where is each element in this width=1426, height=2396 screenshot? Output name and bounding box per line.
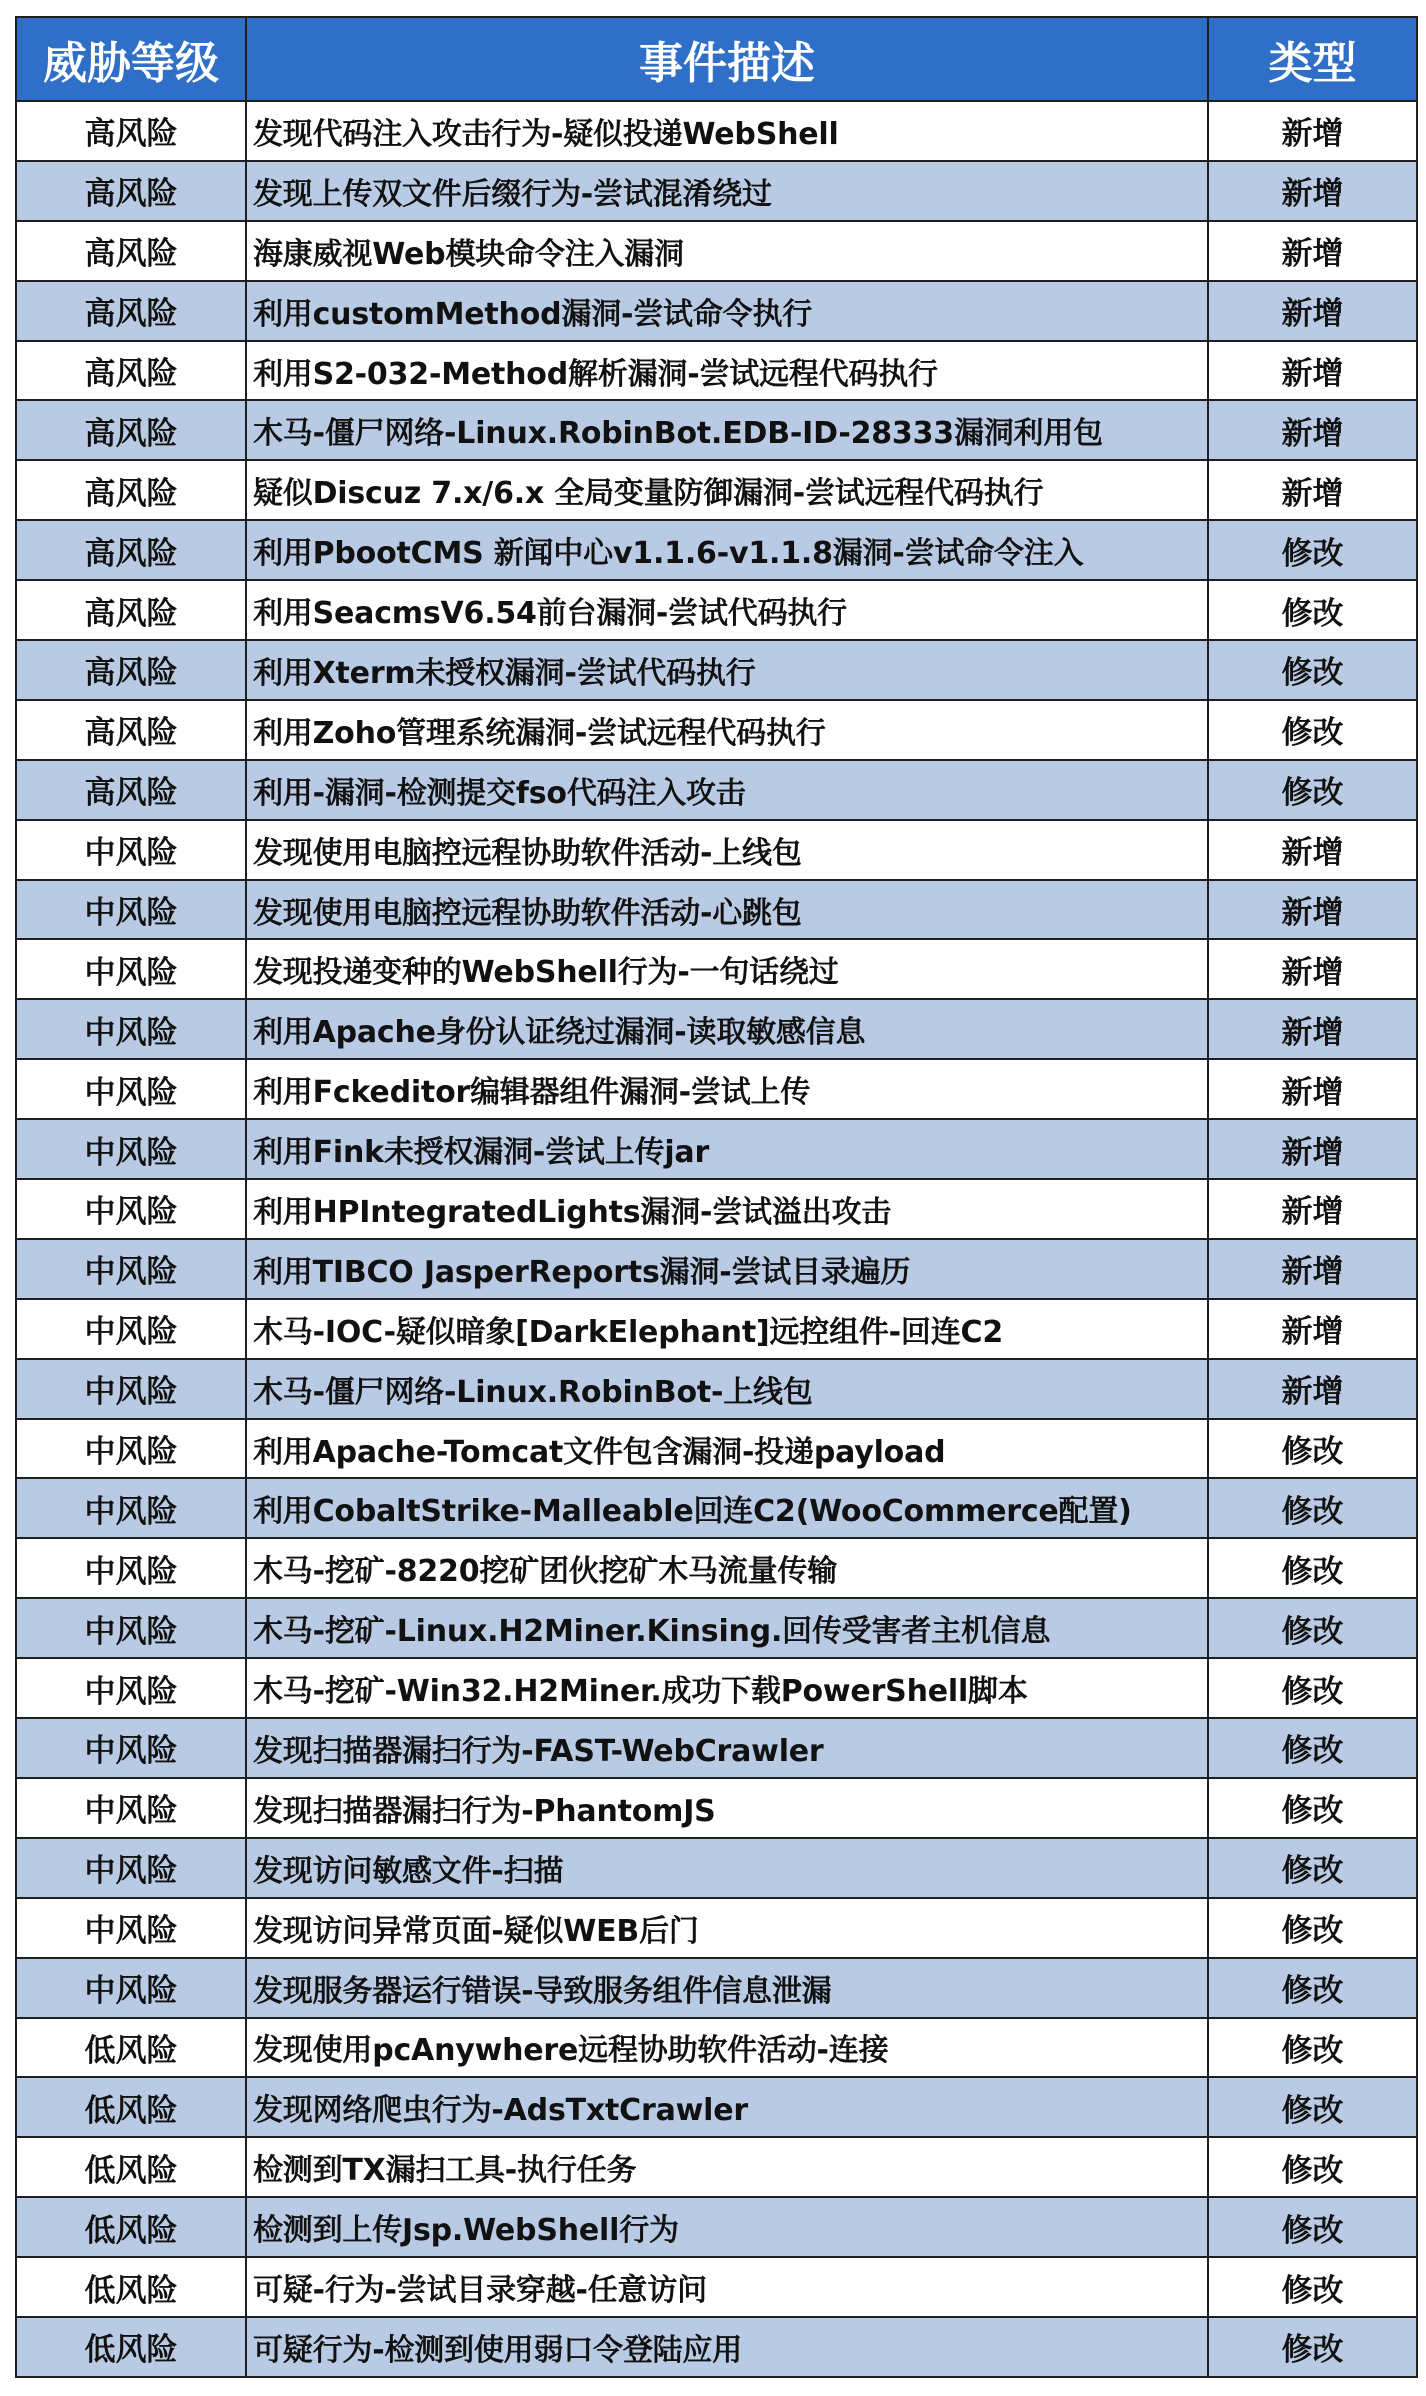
threat-level-cell: 低风险: [16, 2197, 246, 2257]
threat-level-cell: 中风险: [16, 999, 246, 1059]
change-type-cell: 新增: [1208, 820, 1417, 880]
table-row: [16, 880, 1417, 940]
change-type-cell: 修改: [1208, 1718, 1417, 1778]
event-description-cell: 发现使用pcAnywhere远程协助软件活动-连接: [246, 2018, 1208, 2078]
change-type-cell: 新增: [1208, 281, 1417, 341]
table-row: [16, 1239, 1417, 1299]
change-type-cell: 修改: [1208, 2197, 1417, 2257]
threat-level-cell: 高风险: [16, 700, 246, 760]
table-row: [16, 101, 1417, 161]
change-type-cell: 新增: [1208, 1299, 1417, 1359]
event-description-cell: 发现访问敏感文件-扫描: [246, 1838, 1208, 1898]
change-type-cell: 修改: [1208, 2257, 1417, 2317]
table-row: [16, 400, 1417, 460]
table-header: [16, 17, 1417, 101]
threat-level-cell: 高风险: [16, 281, 246, 341]
threat-level-cell: 高风险: [16, 341, 246, 401]
table-row: [16, 939, 1417, 999]
change-type-cell: 修改: [1208, 1419, 1417, 1479]
table-row: [16, 1658, 1417, 1718]
event-description-cell: 发现扫描器漏扫行为-PhantomJS: [246, 1778, 1208, 1838]
threat-events-table: [15, 16, 1418, 2378]
change-type-cell: 修改: [1208, 2018, 1417, 2078]
event-description-cell: 利用Apache-Tomcat文件包含漏洞-投递payload: [246, 1419, 1208, 1479]
event-description-cell: 发现扫描器漏扫行为-FAST-WebCrawler: [246, 1718, 1208, 1778]
threat-level-cell: 高风险: [16, 640, 246, 700]
threat-level-cell: 低风险: [16, 2018, 246, 2078]
event-description-cell: 利用Fckeditor编辑器组件漏洞-尝试上传: [246, 1059, 1208, 1119]
event-description-cell: 发现服务器运行错误-导致服务组件信息泄漏: [246, 1958, 1208, 2018]
event-description-cell: 检测到上传Jsp.WebShell行为: [246, 2197, 1208, 2257]
event-description-cell: 利用-漏洞-检测提交fso代码注入攻击: [246, 760, 1208, 820]
change-type-cell: 新增: [1208, 221, 1417, 281]
header-event-description: 事件描述: [246, 17, 1208, 101]
threat-level-cell: 中风险: [16, 1538, 246, 1598]
event-description-cell: 可疑行为-检测到使用弱口令登陆应用: [246, 2317, 1208, 2377]
threat-level-cell: 中风险: [16, 1478, 246, 1538]
change-type-cell: 新增: [1208, 1179, 1417, 1239]
event-description-cell: 木马-挖矿-Linux.H2Miner.Kinsing.回传受害者主机信息: [246, 1598, 1208, 1658]
change-type-cell: 修改: [1208, 580, 1417, 640]
table-row: [16, 460, 1417, 520]
change-type-cell: 修改: [1208, 700, 1417, 760]
change-type-cell: 修改: [1208, 1538, 1417, 1598]
threat-level-cell: 低风险: [16, 2137, 246, 2197]
threat-level-cell: 低风险: [16, 2257, 246, 2317]
event-description-cell: 利用customMethod漏洞-尝试命令执行: [246, 281, 1208, 341]
event-description-cell: 发现上传双文件后缀行为-尝试混淆绕过: [246, 161, 1208, 221]
event-description-cell: 发现代码注入攻击行为-疑似投递WebShell: [246, 101, 1208, 161]
threat-level-cell: 高风险: [16, 101, 246, 161]
change-type-cell: 新增: [1208, 1119, 1417, 1179]
event-description-cell: 木马-IOC-疑似暗象[DarkElephant]远控组件-回连C2: [246, 1299, 1208, 1359]
table-row: [16, 281, 1417, 341]
header-type: 类型: [1208, 17, 1417, 101]
table-row: [16, 1059, 1417, 1119]
change-type-cell: 修改: [1208, 1778, 1417, 1838]
change-type-cell: 修改: [1208, 1898, 1417, 1958]
change-type-cell: 新增: [1208, 999, 1417, 1059]
threat-level-cell: 中风险: [16, 1179, 246, 1239]
change-type-cell: 修改: [1208, 1478, 1417, 1538]
table-row: [16, 640, 1417, 700]
table-row: [16, 2197, 1417, 2257]
event-description-cell: 木马-挖矿-8220挖矿团伙挖矿木马流量传输: [246, 1538, 1208, 1598]
header-row: [16, 17, 1417, 101]
event-description-cell: 利用PbootCMS 新闻中心v1.1.6-v1.1.8漏洞-尝试命令注入: [246, 520, 1208, 580]
event-description-cell: 木马-僵尸网络-Linux.RobinBot-上线包: [246, 1359, 1208, 1419]
event-description-cell: 利用S2-032-Method解析漏洞-尝试远程代码执行: [246, 341, 1208, 401]
table-body: [16, 101, 1417, 2377]
table-row: [16, 2018, 1417, 2078]
event-description-cell: 发现投递变种的WebShell行为-一句话绕过: [246, 939, 1208, 999]
event-description-cell: 发现使用电脑控远程协助软件活动-心跳包: [246, 880, 1208, 940]
table-row: [16, 1598, 1417, 1658]
event-description-cell: 检测到TX漏扫工具-执行任务: [246, 2137, 1208, 2197]
event-description-cell: 利用SeacmsV6.54前台漏洞-尝试代码执行: [246, 580, 1208, 640]
table-row: [16, 520, 1417, 580]
table-row: [16, 2077, 1417, 2137]
change-type-cell: 修改: [1208, 2137, 1417, 2197]
threat-level-cell: 中风险: [16, 1299, 246, 1359]
event-description-cell: 发现访问异常页面-疑似WEB后门: [246, 1898, 1208, 1958]
event-description-cell: 利用HPIntegratedLights漏洞-尝试溢出攻击: [246, 1179, 1208, 1239]
table-row: [16, 1898, 1417, 1958]
change-type-cell: 修改: [1208, 2317, 1417, 2377]
threat-level-cell: 中风险: [16, 880, 246, 940]
threat-level-cell: 中风险: [16, 1898, 246, 1958]
threat-level-cell: 高风险: [16, 460, 246, 520]
threat-level-cell: 高风险: [16, 161, 246, 221]
threat-level-cell: 高风险: [16, 520, 246, 580]
threat-level-cell: 低风险: [16, 2077, 246, 2137]
change-type-cell: 新增: [1208, 1239, 1417, 1299]
threat-level-cell: 中风险: [16, 1838, 246, 1898]
change-type-cell: 修改: [1208, 1658, 1417, 1718]
threat-level-cell: 中风险: [16, 1119, 246, 1179]
table-row: [16, 1838, 1417, 1898]
change-type-cell: 新增: [1208, 400, 1417, 460]
table-row: [16, 1478, 1417, 1538]
threat-level-cell: 高风险: [16, 760, 246, 820]
threat-level-cell: 高风险: [16, 221, 246, 281]
event-description-cell: 发现使用电脑控远程协助软件活动-上线包: [246, 820, 1208, 880]
threat-level-cell: 高风险: [16, 580, 246, 640]
event-description-cell: 木马-挖矿-Win32.H2Miner.成功下载PowerShell脚本: [246, 1658, 1208, 1718]
event-description-cell: 利用CobaltStrike-Malleable回连C2(WooCommerce配置): [246, 1478, 1208, 1538]
change-type-cell: 修改: [1208, 1598, 1417, 1658]
event-description-cell: 利用Apache身份认证绕过漏洞-读取敏感信息: [246, 999, 1208, 1059]
change-type-cell: 修改: [1208, 1838, 1417, 1898]
threat-level-cell: 中风险: [16, 1718, 246, 1778]
event-description-cell: 可疑-行为-尝试目录穿越-任意访问: [246, 2257, 1208, 2317]
table-row: [16, 1538, 1417, 1598]
threat-level-cell: 中风险: [16, 939, 246, 999]
table-row: [16, 2317, 1417, 2377]
threat-level-cell: 中风险: [16, 1598, 246, 1658]
table-row: [16, 1359, 1417, 1419]
table-row: [16, 760, 1417, 820]
change-type-cell: 新增: [1208, 101, 1417, 161]
threat-level-cell: 中风险: [16, 1658, 246, 1718]
threat-level-cell: 高风险: [16, 400, 246, 460]
event-description-cell: 利用TIBCO JasperReports漏洞-尝试目录遍历: [246, 1239, 1208, 1299]
change-type-cell: 修改: [1208, 760, 1417, 820]
change-type-cell: 修改: [1208, 1958, 1417, 2018]
change-type-cell: 新增: [1208, 1059, 1417, 1119]
event-description-cell: 发现网络爬虫行为-AdsTxtCrawler: [246, 2077, 1208, 2137]
change-type-cell: 修改: [1208, 640, 1417, 700]
table-row: [16, 580, 1417, 640]
event-description-cell: 利用Fink未授权漏洞-尝试上传jar: [246, 1119, 1208, 1179]
table-row: [16, 820, 1417, 880]
event-description-cell: 疑似Discuz 7.x/6.x 全局变量防御漏洞-尝试远程代码执行: [246, 460, 1208, 520]
threat-level-cell: 中风险: [16, 1239, 246, 1299]
threat-level-cell: 中风险: [16, 1958, 246, 2018]
change-type-cell: 修改: [1208, 2077, 1417, 2137]
threat-level-cell: 中风险: [16, 1359, 246, 1419]
change-type-cell: 新增: [1208, 880, 1417, 940]
table-row: [16, 1718, 1417, 1778]
event-description-cell: 利用Zoho管理系统漏洞-尝试远程代码执行: [246, 700, 1208, 760]
table-row: [16, 1958, 1417, 2018]
threat-level-cell: 中风险: [16, 1778, 246, 1838]
table-row: [16, 2137, 1417, 2197]
table-row: [16, 1299, 1417, 1359]
change-type-cell: 新增: [1208, 161, 1417, 221]
change-type-cell: 新增: [1208, 1359, 1417, 1419]
change-type-cell: 新增: [1208, 341, 1417, 401]
event-description-cell: 木马-僵尸网络-Linux.RobinBot.EDB-ID-28333漏洞利用包: [246, 400, 1208, 460]
table-row: [16, 341, 1417, 401]
table-row: [16, 161, 1417, 221]
change-type-cell: 新增: [1208, 939, 1417, 999]
threat-level-cell: 中风险: [16, 1059, 246, 1119]
table-row: [16, 999, 1417, 1059]
event-description-cell: 利用Xterm未授权漏洞-尝试代码执行: [246, 640, 1208, 700]
change-type-cell: 新增: [1208, 460, 1417, 520]
threat-level-cell: 低风险: [16, 2317, 246, 2377]
table-row: [16, 1778, 1417, 1838]
header-threat-level: 威胁等级: [16, 17, 246, 101]
table-row: [16, 700, 1417, 760]
change-type-cell: 修改: [1208, 520, 1417, 580]
event-description-cell: 海康威视Web模块命令注入漏洞: [246, 221, 1208, 281]
table-row: [16, 1179, 1417, 1239]
threat-level-cell: 中风险: [16, 1419, 246, 1479]
table-row: [16, 221, 1417, 281]
table-row: [16, 2257, 1417, 2317]
threat-level-cell: 中风险: [16, 820, 246, 880]
table-row: [16, 1119, 1417, 1179]
table-row: [16, 1419, 1417, 1479]
